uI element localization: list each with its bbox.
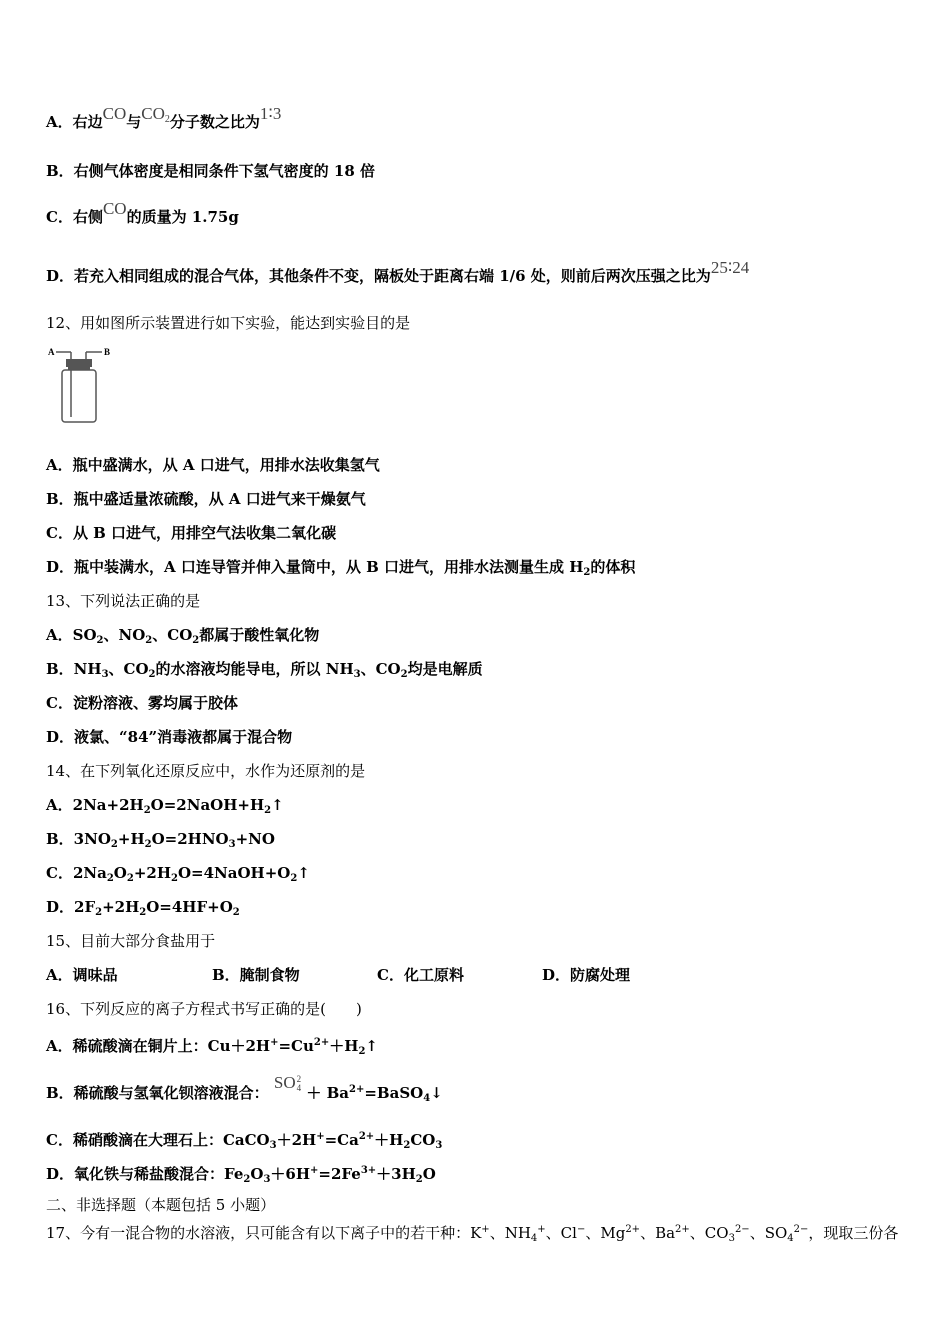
q15-option-b: B．腌制食物: [212, 966, 300, 984]
q17-stem: 17、今有一混合物的水溶液，只可能含有以下离子中的若干种：K+、$NH_4^+$、Cl−、$Mg^{2+}$、$Ba^{2+}$、$CO_3^{2-}$、$SO_4^{2-}$，现取三份各: [46, 1224, 899, 1244]
q11-option-d: D．若充入相同组成的混合气体，其他条件不变，隔板处于距离右端 1/6 处，则前后两次压强之比为25∶24: [46, 258, 750, 285]
q13-option-d: D．液氯、“84”消毒液都属于混合物: [46, 728, 293, 746]
q12-option-b: B．瓶中盛适量浓硫酸，从 A 口进气来干燥氨气: [46, 490, 366, 508]
q16-stem: 16、下列反应的离子方程式书写正确的是( ): [46, 1000, 362, 1018]
q11-option-c: C．右侧CO的质量为 1.75g: [46, 199, 239, 226]
q13-option-b: B．$NH_3$、$CO_2$的水溶液均能导电，所以 $NH_3$、$CO_2$均是电解质: [46, 660, 483, 680]
q14-option-a: A．$2Na+2H_2O=2NaOH+H_2↑$: [46, 796, 284, 816]
diagram-label-a: A: [48, 347, 55, 357]
q12-option-a: A．瓶中盛满水，从 A 口进气，用排水法收集氢气: [46, 456, 380, 474]
q15-stem: 15、目前大部分食盐用于: [46, 932, 216, 950]
q12-option-c: C．从 B 口进气，用排空气法收集二氧化碳: [46, 524, 337, 542]
section-heading: 二、非选择题（本题包括 5 小题）: [46, 1196, 276, 1214]
q11-option-a: A．右边CO与$CO_2$分子数之比为1∶3: [46, 104, 282, 131]
q16-option-a: A．稀硫酸滴在铜片上：$Cu+2H^+=Cu^{2+}+H_2↑$: [46, 1037, 378, 1057]
diagram-label-b: B: [104, 347, 111, 357]
q16-option-d: D．氧化铁与稀盐酸混合：$Fe_2O_3+6H^+=2Fe^{3+}+3H_2O$: [46, 1165, 436, 1185]
q14-stem: 14、在下列氧化还原反应中，水作为还原剂的是: [46, 762, 366, 780]
gas-bottle-diagram: [46, 344, 116, 426]
q13-option-c: C．淀粉溶液、雾均属于胶体: [46, 694, 238, 712]
q14-option-b: B．$3NO_2+H_2O=2HNO_3+NO$: [46, 830, 275, 850]
q13-stem: 13、下列说法正确的是: [46, 592, 201, 610]
q12-stem: 12、用如图所示装置进行如下实验，能达到实验目的是: [46, 314, 411, 332]
q13-option-a: A．$SO_2$、$NO_2$、$CO_2$都属于酸性氧化物: [46, 626, 320, 646]
q15-option-d: D．防腐处理: [542, 966, 631, 984]
q15-option-c: C．化工原料: [377, 966, 464, 984]
q14-option-c: C．$2Na_2O_2+2H_2O=4NaOH+O_2↑$: [46, 864, 310, 884]
q11-option-b: B．右侧气体密度是相同条件下氢气密度的 18 倍: [46, 162, 375, 180]
q16-option-c: C．稀硝酸滴在大理石上：$CaCO_3+2H^+=Ca^{2+}+H_2CO_3$: [46, 1131, 443, 1151]
q14-option-d: D．$2F_2+2H_2O=4HF+O_2$: [46, 898, 240, 918]
q16-option-b: B．稀硫酸与氢氧化钡溶液混合： SO 2 4 ＋ $Ba^{2+}=BaSO_4↓$: [46, 1073, 443, 1104]
sulfate-ion-formula: SO 2 4: [273, 1073, 302, 1094]
q12-option-d: D．瓶中装满水，A 口连导管并伸入量筒中，从 B 口进气，用排水法测量生成 $H_2$的体积: [46, 558, 636, 578]
q15-option-a: A．调味品: [46, 966, 118, 984]
